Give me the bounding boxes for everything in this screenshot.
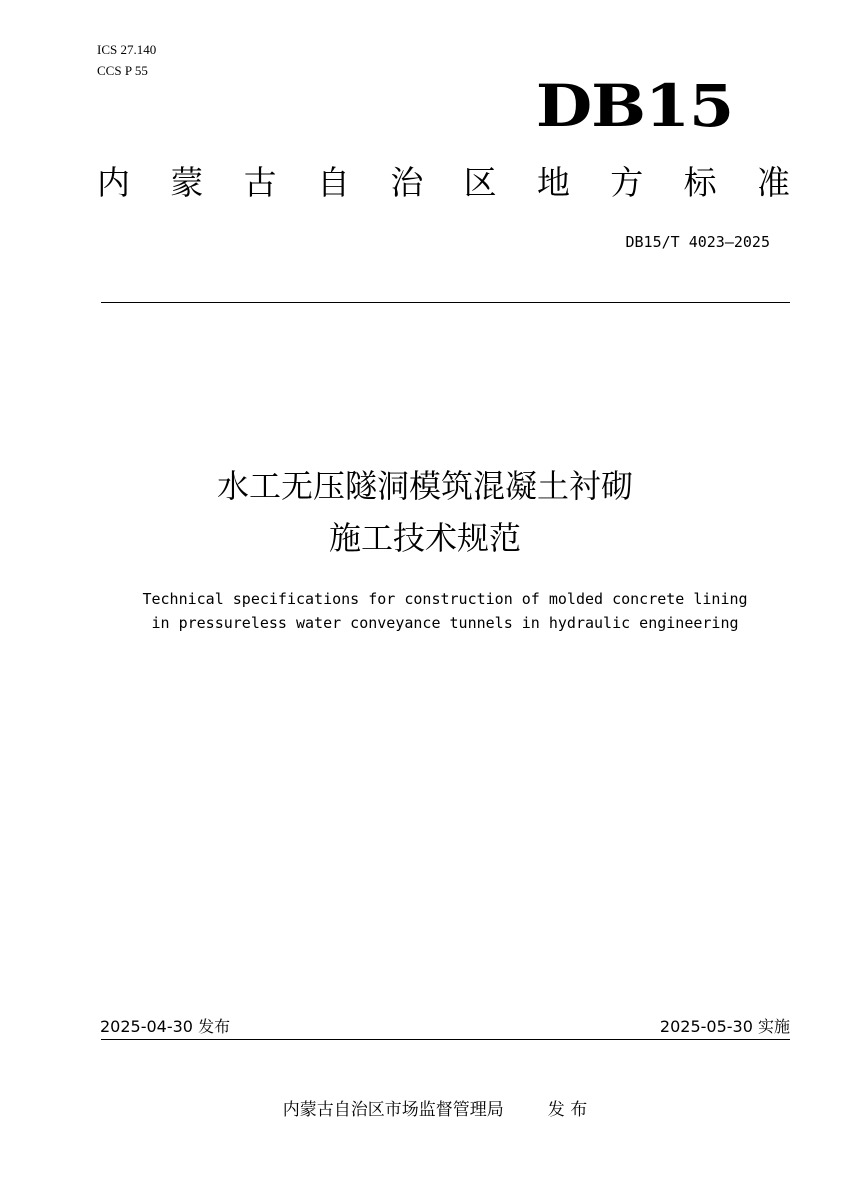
standard-number: DB15/T 4023—2025	[625, 233, 770, 251]
authority-char: 自	[316, 163, 350, 202]
implementation-date: 2025-05-30 实施	[659, 1017, 790, 1036]
authority-title	[97, 162, 790, 204]
title-english-line-1: Technical specifications for construction of molded concrete lining	[142, 590, 748, 608]
publisher-line	[0, 1099, 850, 1121]
header-divider	[101, 302, 790, 303]
authority-char: 准	[756, 163, 790, 202]
title-chinese-line-1: 水工无压隧洞模筑混凝土衬砌	[216, 467, 633, 505]
authority-char: 方	[610, 163, 644, 202]
publisher-action: 发 布	[547, 1100, 588, 1120]
authority-char: 古	[243, 163, 277, 202]
authority-char: 内	[97, 163, 130, 202]
authority-char: 治	[390, 163, 424, 202]
authority-char: 蒙	[170, 163, 204, 202]
title-chinese-line-2: 施工技术规范	[328, 519, 521, 557]
ccs-code: CCS P 55	[97, 63, 148, 78]
authority-char: 标	[683, 163, 717, 202]
ics-code: ICS 27.140	[97, 42, 157, 57]
authority-char: 地	[536, 163, 570, 202]
title-english-line-2: in pressureless water conveyance tunnels in hydraulic engineering	[151, 614, 739, 632]
db15-logo: DB15	[535, 72, 733, 140]
publisher-name: 内蒙古自治区市场监督管理局	[282, 1100, 504, 1120]
footer-divider	[101, 1039, 790, 1040]
issue-date: 2025-04-30 发布	[100, 1017, 231, 1036]
authority-char: 区	[463, 163, 497, 202]
